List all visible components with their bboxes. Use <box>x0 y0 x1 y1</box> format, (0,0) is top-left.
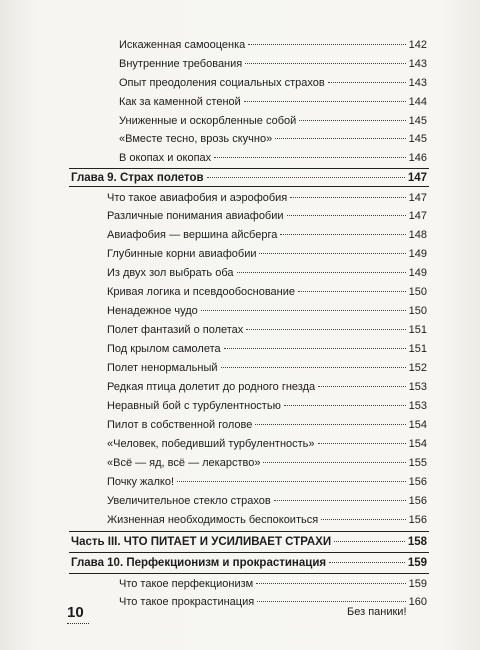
toc-entry-page: 148 <box>408 229 427 241</box>
toc-entry-title: «Всё — яд, всё — лекарство» <box>107 457 261 469</box>
toc-entry-title: Искаженная самооценка <box>119 39 246 51</box>
toc-entry <box>107 495 427 508</box>
toc-chapter-entry <box>71 557 427 570</box>
toc-entry-page: 147 <box>408 210 427 222</box>
toc-entry <box>119 39 427 52</box>
toc-entry-title: Что такое прокрастинация <box>119 596 255 608</box>
toc-entry-page: 149 <box>408 267 427 279</box>
toc-entry-page: 154 <box>408 419 427 431</box>
toc-entry <box>107 514 427 527</box>
toc-entry-title: Из двух зол выбрать оба <box>107 267 234 279</box>
toc-entry-page: 159 <box>407 557 427 569</box>
toc-entry <box>107 419 427 432</box>
toc-entry <box>107 229 427 242</box>
toc-entry <box>107 286 427 299</box>
section-divider <box>69 552 429 553</box>
toc-entry <box>119 578 427 591</box>
toc-entry-title: Ненадежное чудо <box>107 305 198 317</box>
section-divider <box>69 168 429 169</box>
toc-entry <box>107 192 427 205</box>
toc-entry-title: Под крылом самолета <box>107 343 221 355</box>
toc-entry-title: Глава 9. Страх полетов <box>71 172 204 184</box>
toc-entry-page: 147 <box>407 172 427 184</box>
toc-entry-title: Жизненная необходимость беспокоиться <box>107 514 319 526</box>
toc-entry-page: 147 <box>408 192 427 204</box>
toc-entry-title: Пилот в собственной голове <box>107 419 253 431</box>
toc-part-entry <box>71 536 427 549</box>
toc-entry-title: Что такое авиафобия и аэрофобия <box>107 192 288 204</box>
toc-entry-page: 151 <box>408 324 427 336</box>
toc-entry-title: Различные понимания авиафобии <box>107 210 284 222</box>
page-number-underline <box>67 623 89 624</box>
toc-entry-page: 149 <box>408 248 427 260</box>
toc-entry-title: Редкая птица долетит до родного гнезда <box>107 381 316 393</box>
toc-entry-page: 143 <box>408 58 427 70</box>
toc-entry <box>119 596 427 609</box>
toc-entry-title: Что такое перфекционизм <box>119 578 254 590</box>
toc-entry-page: 143 <box>408 77 427 89</box>
toc-entry-title: Глава 10. Перфекционизм и прокрастинация <box>71 557 327 569</box>
toc-entry <box>107 438 427 451</box>
toc-entry-title: «Человек, победивший турбулентность» <box>107 438 315 450</box>
toc-entry-page: 156 <box>408 476 427 488</box>
toc-entry <box>107 210 427 223</box>
toc-entry-title: В окопах и окопах <box>119 152 212 164</box>
toc-entry-title: Увеличительное стекло страхов <box>107 495 271 507</box>
toc-entry <box>107 343 427 356</box>
toc-entry-title: Внутренние требования <box>119 58 243 70</box>
toc-entry-title: Часть III. ЧТО ПИТАЕТ И УСИЛИВАЕТ СТРАХИ <box>71 536 332 548</box>
toc-entry-title: «Вместе тесно, врозь скучно» <box>119 133 273 145</box>
section-divider <box>69 573 429 574</box>
toc-entry-page: 156 <box>408 514 427 526</box>
toc-entry-title: Опыт преодоления социальных страхов <box>119 77 325 89</box>
toc-entry-page: 145 <box>408 133 427 145</box>
toc-entry-title: Полет ненормальный <box>107 362 218 374</box>
toc-entry-page: 153 <box>408 381 427 393</box>
toc-entry-page: 156 <box>408 495 427 507</box>
toc-entry <box>107 267 427 280</box>
toc-entry <box>119 77 427 90</box>
toc-entry-page: 142 <box>408 39 427 51</box>
toc-entry <box>107 305 427 318</box>
toc-entry-title: Кривая логика и псевдообоснование <box>107 286 295 298</box>
toc-entry-page: 146 <box>408 152 427 164</box>
toc-entry-page: 150 <box>408 286 427 298</box>
toc-entry <box>119 96 427 109</box>
toc-entry <box>119 133 427 146</box>
toc-entry-page: 159 <box>408 578 427 590</box>
toc-entry <box>119 152 427 165</box>
toc-entry-page: 155 <box>408 457 427 469</box>
toc-entry-title: Как за каменной стеной <box>119 96 241 108</box>
toc-entry <box>107 248 427 261</box>
toc-entry <box>107 324 427 337</box>
section-divider <box>69 531 429 532</box>
toc-entry <box>107 362 427 375</box>
toc-entry-title: Полет фантазий о полетах <box>107 324 244 336</box>
toc-entry-page: 160 <box>408 596 427 608</box>
toc-chapter-entry <box>71 172 427 185</box>
toc-entry <box>107 476 427 489</box>
page-number: 10 <box>67 604 84 621</box>
toc-entry-title: Почку жалко! <box>107 476 175 488</box>
toc-entry <box>107 381 427 394</box>
toc-entry-title: Неравный бой с турбулентностью <box>107 400 281 412</box>
toc-entry-page: 153 <box>408 400 427 412</box>
section-divider <box>69 186 429 187</box>
toc-entry-page: 158 <box>407 536 427 548</box>
toc-entry <box>119 115 427 128</box>
toc-entry <box>107 400 427 413</box>
toc-entry-title: Униженные и оскорбленные собой <box>119 115 297 127</box>
running-footer-title: Без паники! <box>347 606 407 618</box>
toc-entry-page: 144 <box>408 96 427 108</box>
toc-entry-page: 152 <box>408 362 427 374</box>
toc-entry-page: 145 <box>408 115 427 127</box>
toc-entry <box>119 58 427 71</box>
toc-entry-page: 151 <box>408 343 427 355</box>
toc-entry-title: Авиафобия — вершина айсберга <box>107 229 278 241</box>
toc-entry-page: 154 <box>408 438 427 450</box>
toc-entry-page: 150 <box>408 305 427 317</box>
toc-entry <box>107 457 427 470</box>
toc-entry-title: Глубинные корни авиафобии <box>107 248 257 260</box>
